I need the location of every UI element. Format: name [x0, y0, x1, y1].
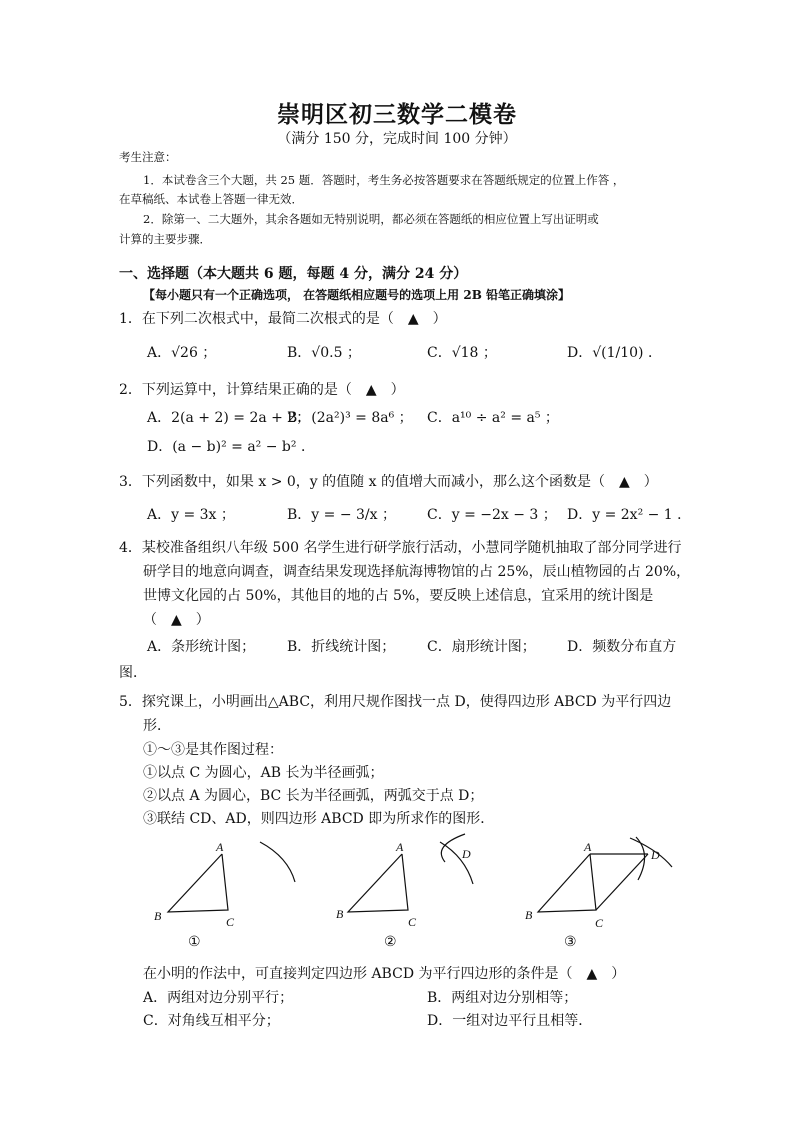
section-1-note: 【每小题只有一个正确选项， 在答题纸相应题号的选项上用 2B 铅笔正确填涂】 — [143, 288, 571, 302]
q5-stem-line-2: 形． — [143, 718, 171, 734]
q1-option-d: D．√(1/10) ． — [567, 345, 662, 361]
q3-option-d: D．y = 2x² − 1 ． — [567, 507, 692, 523]
exam-info: （满分 150 分，完成时间 100 分钟） — [277, 131, 517, 147]
fig3-triangle — [538, 854, 596, 912]
fig1-label-b: B — [154, 909, 162, 923]
q5-step-3: ③联结 CD、AD，则四边形 ABCD 即为所求作的图形． — [143, 811, 495, 827]
fig2-label-a: A — [396, 840, 404, 854]
section-1-heading: 一、选择题（本大题共 6 题，每题 4 分，满分 24 分） — [119, 266, 468, 282]
q4-answer-blank: （ ▲ ） — [143, 612, 210, 628]
q4-stem-line-3: 世博文化园的占 50%，其他目的地的占 5%，要反映上述信息，宜采用的统计图是 — [143, 588, 654, 604]
fig2-caption: ② — [384, 935, 397, 950]
q3-stem: 3．下列函数中，如果 x > 0，y 的值随 x 的值增大而减小，那么这个函数是（ ▲ ） — [119, 474, 658, 490]
fig2-triangle — [348, 854, 408, 912]
q3-option-a: A．y = 3x ； — [147, 507, 235, 523]
q3-option-c: C．y = −2x − 3 ； — [427, 507, 557, 523]
q5-option-b: B．两组对边分别相等； — [427, 990, 578, 1006]
q4-option-a: A．条形统计图； — [147, 639, 256, 655]
q2-stem: 2．下列运算中，计算结果正确的是（ ▲ ） — [119, 382, 405, 398]
fig3-caption: ③ — [564, 935, 577, 950]
fig3-label-b: B — [525, 908, 533, 922]
q5-step-1: ①以点 C 为圆心，AB 长为半径画弧； — [143, 765, 384, 781]
q2-option-d: D．(a − b)² = a² − b² ． — [147, 439, 315, 455]
q5-construction-figures — [140, 832, 700, 957]
q2-option-c: C．a¹⁰ ÷ a² = a⁵ ； — [427, 410, 559, 426]
notice-item-2: 2．除第一、二大题外，其余各题如无特别说明，都必须在答题纸的相应位置上写出证明或 — [143, 212, 599, 226]
q5-steps-intro: ①～③是其作图过程： — [143, 742, 283, 758]
q4-option-c: C．扇形统计图； — [427, 639, 536, 655]
fig2-label-c: C — [408, 915, 417, 929]
fig2-label-b: B — [336, 907, 344, 921]
fig3-label-d: D — [651, 848, 660, 862]
q1-option-b: B．√0.5 ； — [287, 345, 361, 361]
q4-stem-line-2: 研学目的地意向调查，调查结果发现选择航海博物馆的占 25%，辰山植物园的占 20%， — [143, 564, 691, 580]
q5-step-2: ②以点 A 为圆心，BC 长为半径画弧，两弧交于点 D； — [143, 788, 484, 804]
q5-question: 在小明的作法中，可直接判定四边形 ABCD 为平行四边形的条件是（ ▲ ） — [143, 966, 626, 982]
q4-option-d: D．频数分布直方 — [567, 639, 677, 655]
fig1-label-c: C — [226, 915, 235, 929]
fig3-label-a: A — [584, 840, 592, 854]
fig3-side-cd — [596, 854, 648, 910]
q2-option-b: B．(2a²)³ = 8a⁶ ； — [287, 410, 413, 426]
fig1-caption: ① — [188, 935, 201, 950]
notice-item-1: 1．本试卷含三个大题，共 25 题．答题时，考生务必按答题要求在答题纸规定的位置上作答 ， — [143, 173, 625, 187]
fig1-triangle — [168, 854, 228, 912]
notice-heading: 考生注意： — [119, 150, 177, 164]
q4-option-b: B．折线统计图； — [287, 639, 396, 655]
q5-option-c: C．对角线互相平分； — [143, 1013, 280, 1029]
fig1-label-a: A — [216, 840, 224, 854]
fig1-arc — [260, 842, 295, 882]
q5-stem-line-1: 5．探究课上，小明画出△ABC，利用尺规作图找一点 D，使得四边形 ABCD 为平行四边 — [119, 694, 672, 710]
q3-option-b: B．y = − 3/x ； — [287, 507, 396, 523]
notice-item-1-cont: 在草稿纸、本试卷上答题一律无效． — [119, 192, 303, 206]
q2-option-a: A．2(a + 2) = 2a + 2； — [147, 410, 311, 426]
q4-stem-line-1: 4．某校准备组织八年级 500 名学生进行研学旅行活动，小慧同学随机抽取了部分同学进行 — [119, 540, 682, 556]
q1-stem: 1．在下列二次根式中，最简二次根式的是（ ▲ ） — [119, 311, 447, 327]
q1-option-a: A．√26 ； — [147, 345, 217, 361]
q5-option-a: A．两组对边分别平行； — [143, 990, 294, 1006]
page-title: 崇明区初三数学二模卷 — [277, 101, 517, 128]
q1-option-c: C．√18 ； — [427, 345, 497, 361]
fig3-label-c: C — [595, 916, 604, 930]
notice-item-2-cont: 计算的主要步骤． — [119, 232, 211, 246]
q4-option-d-cont: 图． — [119, 665, 147, 681]
fig2-label-d: D — [462, 847, 471, 861]
q5-option-d: D．一组对边平行且相等． — [427, 1013, 593, 1029]
